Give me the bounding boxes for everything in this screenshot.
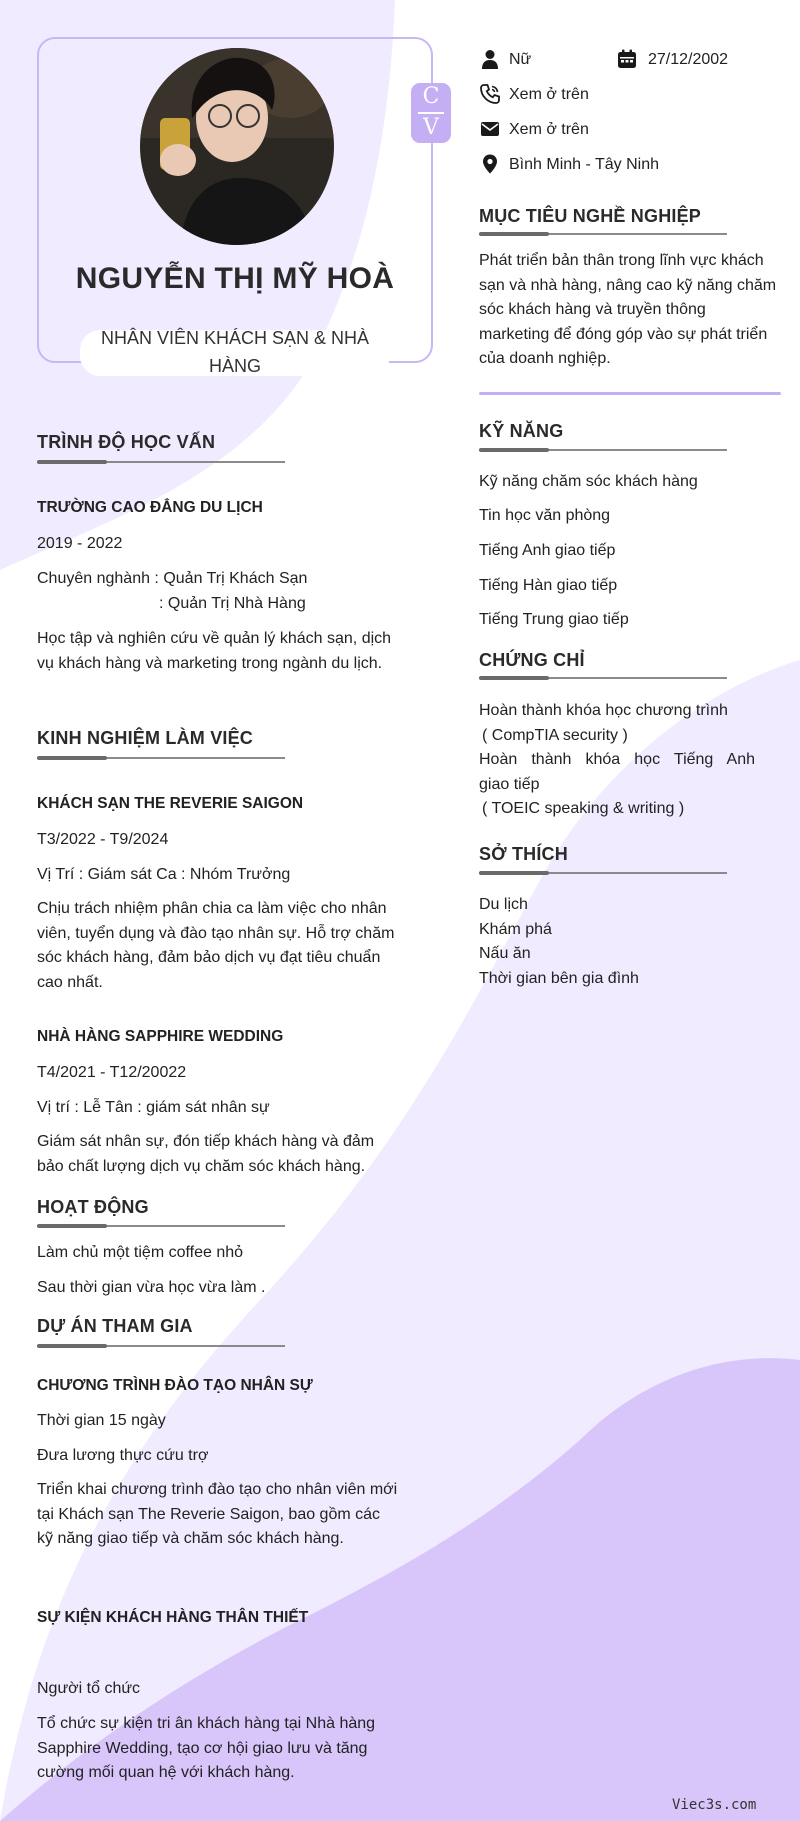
phone-icon [480,84,500,104]
activities-title: HOẠT ĐỘNG [37,1197,149,1217]
certificates-underline [479,677,727,679]
contact-gender: Nữ [509,51,532,68]
hobbies-underline [479,872,727,874]
project-role: Người tổ chức [37,1680,141,1697]
objective-title: MỤC TIÊU NGHỀ NGHIỆP [479,206,702,226]
cv-badge-v: V [423,114,439,140]
watermark: Viec3s.com [672,1797,757,1813]
skill-item: Tin học văn phòng [479,507,611,524]
mail-icon [480,119,500,139]
education-period: 2019 - 2022 [37,535,123,552]
project-duration: Thời gian 15 ngày [37,1412,166,1429]
job-company: NHÀ HÀNG SAPPHIRE WEDDING [37,1028,284,1045]
activities-underline [37,1225,285,1227]
education-major-2: : Quản Trị Nhà Hàng [159,595,306,612]
cv-badge-divider [418,112,444,114]
projects-title: DỰ ÁN THAM GIA [37,1316,193,1336]
certificates-title: CHỨNG CHỈ [479,650,585,670]
job-period: T4/2021 - T12/20022 [37,1064,187,1081]
hobby-item: Du lịch [479,896,528,913]
contact-address: Bình Minh - Tây Ninh [509,156,659,173]
projects-underline [37,1345,285,1347]
contact-phone: Xem ở trên [509,86,589,103]
location-pin-icon [480,154,500,174]
project-description: Triển khai chương trình đào tạo cho nhân viên mới tại Khách sạn The Reverie Saigon, bao gồm các kỹ năng giao tiếp và chăm sóc khách hàng. [37,1481,398,1547]
education-description: Học tập và nghiên cứu về quản lý khách sạn, dịch vụ khách hàng và marketing trong ngành du lịch. [37,630,392,672]
skills-underline [479,449,727,451]
skill-item: Kỹ năng chăm sóc khách hàng [479,473,698,490]
activity-item: Làm chủ một tiệm coffee nhỏ [37,1244,244,1261]
project-role: Đưa lương thực cứu trợ [37,1447,209,1464]
skill-item: Tiếng Hàn giao tiếp [479,577,618,594]
job-description: Giám sát nhân sự, đón tiếp khách hàng và đảm bảo chất lượng dịch vụ chăm sóc khách hàng. [37,1133,375,1175]
skills-title: KỸ NĂNG [479,421,564,441]
objective-divider [479,392,781,395]
cv-badge [411,83,451,143]
calendar-icon [617,49,637,69]
candidate-position: NHÂN VIÊN KHÁCH SẠN & NHÀ HÀNG [100,328,370,376]
experience-underline [37,757,285,759]
job-description: Chịu trách nhiệm phân chia ca làm việc cho nhân viên, tuyển dụng và đào tạo nhân sự. Hỗ trợ chăm sóc khách hàng, đảm bảo dịch vụ đạt tiêu chuẩn cao nhất. [37,900,395,991]
certificate-line: giao tiếp [479,776,540,793]
education-major-1: Chuyên nghành : Quản Trị Khách Sạn [37,570,308,587]
certificate-line: ( CompTIA security ) [482,727,628,744]
hobby-item: Nấu ăn [479,945,531,962]
objective-underline [479,233,727,235]
project-description: Tổ chức sự kiện tri ân khách hàng tại Nhà hàng Sapphire Wedding, tạo cơ hội giao lưu và tăng cường mối quan hệ với khách hàng. [37,1715,376,1781]
avatar [140,48,334,245]
certificate-line: Hoàn thành khóa học chương trình [479,702,728,719]
job-role: Vị Trí : Giám sát Ca : Nhóm Trưởng [37,866,291,883]
job-company: KHÁCH SẠN THE REVERIE SAIGON [37,795,304,812]
project-name: SỰ KIỆN KHÁCH HÀNG THÂN THIẾT [37,1609,309,1626]
project-name: CHƯƠNG TRÌNH ĐÀO TẠO NHÂN SỰ [37,1377,313,1394]
skill-item: Tiếng Anh giao tiếp [479,542,616,559]
certificate-line: Hoàn thành khóa học Tiếng Anh [479,751,755,768]
education-underline [37,461,285,463]
hobbies-title: SỞ THÍCH [479,844,568,864]
cv-badge-c: C [422,84,440,109]
certificate-line: ( TOEIC speaking & writing ) [482,800,685,817]
candidate-name: NGUYỄN THỊ MỸ HOÀ [75,262,395,295]
activity-item: Sau thời gian vừa học vừa làm . [37,1279,266,1296]
job-role: Vị trí : Lễ Tân : giám sát nhân sự [37,1099,270,1116]
experience-title: KINH NGHIỆM LÀM VIỆC [37,728,254,748]
hobby-item: Khám phá [479,921,552,938]
hobby-item: Thời gian bên gia đình [479,970,639,987]
objective-text: Phát triển bản thân trong lĩnh vực khách sạn và nhà hàng, nâng cao kỹ năng chăm sóc khách hàng và truyền thông marketing để đóng góp vào sự phát triển của doanh nghiệp. [479,252,777,367]
education-title: TRÌNH ĐỘ HỌC VẤN [37,432,216,452]
user-icon [480,49,500,69]
job-period: T3/2022 - T9/2024 [37,831,169,848]
skill-item: Tiếng Trung giao tiếp [479,611,629,628]
education-school: TRƯỜNG CAO ĐẲNG DU LỊCH [37,499,263,516]
contact-birthday: 27/12/2002 [648,51,729,68]
contact-email: Xem ở trên [509,121,589,138]
